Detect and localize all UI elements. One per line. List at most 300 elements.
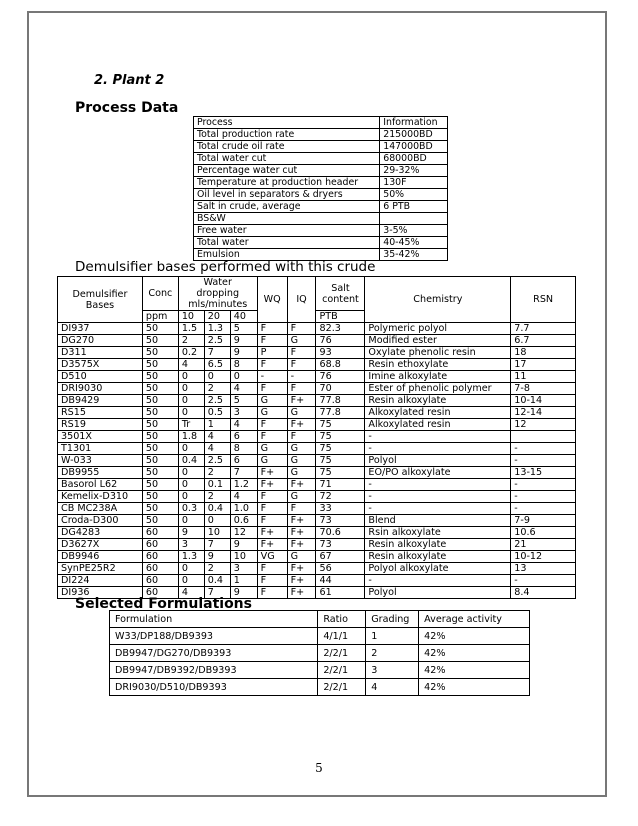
- wd-40: 0: [230, 371, 257, 383]
- iq: F+: [287, 395, 316, 407]
- rsn: -: [511, 443, 576, 455]
- wd-40: 7: [230, 467, 257, 479]
- table-row: [110, 628, 530, 645]
- table-row: [58, 515, 576, 527]
- base-name: 3501X: [58, 431, 143, 443]
- process-value: 68000BD: [380, 153, 448, 165]
- head-water-dropping: Water dropping mls/minutes: [178, 277, 257, 311]
- wq: -: [257, 371, 287, 383]
- table-header-row: [194, 117, 448, 129]
- chemistry: Blend: [365, 515, 511, 527]
- table-row: [110, 645, 530, 662]
- salt-ptb: 71: [316, 479, 365, 491]
- table-row: [194, 237, 448, 249]
- salt-ptb: 75: [316, 419, 365, 431]
- wq: F: [257, 431, 287, 443]
- wq: F+: [257, 479, 287, 491]
- wd-20: 0.4: [204, 503, 230, 515]
- chemistry: Alkoxylated resin: [365, 407, 511, 419]
- process-name: Salt in crude, average: [194, 201, 380, 213]
- process-value: 147000BD: [380, 141, 448, 153]
- base-name: D311: [58, 347, 143, 359]
- salt-ptb: 68.8: [316, 359, 365, 371]
- wd-40: 9: [230, 347, 257, 359]
- wd-40: 3: [230, 407, 257, 419]
- iq: F+: [287, 575, 316, 587]
- header-information: Information: [380, 117, 448, 129]
- rsn: 8.4: [511, 587, 576, 599]
- wd-10: 0.2: [178, 347, 204, 359]
- conc-ppm: 60: [142, 539, 178, 551]
- table-row: [58, 431, 576, 443]
- base-name: DG4283: [58, 527, 143, 539]
- process-value: 40-45%: [380, 237, 448, 249]
- process-value: 215000BD: [380, 129, 448, 141]
- conc-ppm: 50: [142, 335, 178, 347]
- base-name: DB9955: [58, 467, 143, 479]
- iq: F+: [287, 515, 316, 527]
- column-header: Formulation: [110, 611, 318, 628]
- ratio: 2/2/1: [318, 645, 366, 662]
- wd-20: 0.4: [204, 575, 230, 587]
- wq: F: [257, 491, 287, 503]
- rsn: 10.6: [511, 527, 576, 539]
- iq: F: [287, 347, 316, 359]
- rsn: 17: [511, 359, 576, 371]
- conc-ppm: 50: [142, 395, 178, 407]
- salt-ptb: 75: [316, 455, 365, 467]
- process-data-heading: Process Data: [75, 100, 179, 116]
- wd-10: 3: [178, 539, 204, 551]
- column-header: Average activity: [419, 611, 530, 628]
- head-bases: Demulsifier Bases: [58, 277, 143, 323]
- table-row: [58, 479, 576, 491]
- process-value: 3-5%: [380, 225, 448, 237]
- wd-20: 4: [204, 443, 230, 455]
- process-name: Free water: [194, 225, 380, 237]
- rsn: -: [511, 503, 576, 515]
- wd-20: 2.5: [204, 395, 230, 407]
- wq: F: [257, 503, 287, 515]
- wd-10: 0: [178, 443, 204, 455]
- formulations-table: [109, 610, 530, 696]
- wd-10: 0: [178, 479, 204, 491]
- chemistry: Alkoxylated resin: [365, 419, 511, 431]
- head-ptb: PTB: [316, 311, 365, 323]
- wq: F: [257, 383, 287, 395]
- table-row: [194, 213, 448, 225]
- wd-20: 0: [204, 515, 230, 527]
- conc-ppm: 50: [142, 455, 178, 467]
- wd-10: 1.3: [178, 551, 204, 563]
- conc-ppm: 50: [142, 407, 178, 419]
- average-activity: 42%: [419, 628, 530, 645]
- wq: G: [257, 407, 287, 419]
- table-row: [194, 165, 448, 177]
- table-row: [194, 153, 448, 165]
- wd-40: 9: [230, 539, 257, 551]
- rsn: -: [511, 479, 576, 491]
- head-salt: Salt content: [316, 277, 365, 311]
- conc-ppm: 50: [142, 503, 178, 515]
- process-value: 130F: [380, 177, 448, 189]
- head-wq: WQ: [257, 277, 287, 323]
- chemistry: -: [365, 575, 511, 587]
- conc-ppm: 50: [142, 419, 178, 431]
- table-row: [194, 141, 448, 153]
- wd-40: 5: [230, 323, 257, 335]
- rsn: 12: [511, 419, 576, 431]
- wq: G: [257, 443, 287, 455]
- process-name: Emulsion: [194, 249, 380, 261]
- base-name: DI937: [58, 323, 143, 335]
- base-name: W-033: [58, 455, 143, 467]
- salt-ptb: 72: [316, 491, 365, 503]
- wd-20: 2: [204, 467, 230, 479]
- base-name: DI936: [58, 587, 143, 599]
- chemistry: Resin alkoxylate: [365, 395, 511, 407]
- wd-10: 4: [178, 359, 204, 371]
- wq: F+: [257, 467, 287, 479]
- base-name: T1301: [58, 443, 143, 455]
- chemistry: Imine alkoxylate: [365, 371, 511, 383]
- rsn: -: [511, 455, 576, 467]
- wq: F: [257, 359, 287, 371]
- process-name: Temperature at production header: [194, 177, 380, 189]
- table-row: [58, 383, 576, 395]
- head-rsn: RSN: [511, 277, 576, 323]
- chemistry: -: [365, 443, 511, 455]
- wd-10: 0: [178, 371, 204, 383]
- iq: G: [287, 335, 316, 347]
- head-wd10: 10: [178, 311, 204, 323]
- salt-ptb: 75: [316, 443, 365, 455]
- process-value: [380, 213, 448, 225]
- salt-ptb: 76: [316, 371, 365, 383]
- wd-40: 8: [230, 443, 257, 455]
- table-row: [58, 359, 576, 371]
- salt-ptb: 33: [316, 503, 365, 515]
- wq: F: [257, 335, 287, 347]
- salt-ptb: 75: [316, 467, 365, 479]
- wd-10: 0.3: [178, 503, 204, 515]
- iq: F+: [287, 563, 316, 575]
- base-name: CB MC238A: [58, 503, 143, 515]
- table-row: [58, 551, 576, 563]
- wd-20: 2: [204, 491, 230, 503]
- wd-40: 8: [230, 359, 257, 371]
- chemistry: Resin alkoxylate: [365, 551, 511, 563]
- wd-40: 4: [230, 491, 257, 503]
- wd-20: 2: [204, 563, 230, 575]
- conc-ppm: 60: [142, 563, 178, 575]
- wd-40: 1.2: [230, 479, 257, 491]
- formulations-heading: Selected Formulations: [75, 596, 252, 612]
- wd-40: 3: [230, 563, 257, 575]
- chemistry: -: [365, 479, 511, 491]
- wd-20: 1: [204, 419, 230, 431]
- table-row: [58, 491, 576, 503]
- chemistry: Polyol: [365, 587, 511, 599]
- table-row: [110, 679, 530, 696]
- base-name: DB9946: [58, 551, 143, 563]
- iq: G: [287, 467, 316, 479]
- table-header-row: [110, 611, 530, 628]
- wd-10: 0: [178, 515, 204, 527]
- wd-10: Tr: [178, 419, 204, 431]
- table-row: [58, 455, 576, 467]
- rsn: 10-14: [511, 395, 576, 407]
- process-value: 6 PTB: [380, 201, 448, 213]
- wq: F: [257, 575, 287, 587]
- page-number: 5: [315, 761, 323, 775]
- wd-10: 2: [178, 335, 204, 347]
- table-row: [194, 189, 448, 201]
- average-activity: 42%: [419, 645, 530, 662]
- process-name: Total water cut: [194, 153, 380, 165]
- table-row: [58, 467, 576, 479]
- wd-20: 2: [204, 383, 230, 395]
- wq: F+: [257, 539, 287, 551]
- process-name: Oil level in separators & dryers: [194, 189, 380, 201]
- table-row: [110, 662, 530, 679]
- base-name: DRI9030: [58, 383, 143, 395]
- rsn: -: [511, 491, 576, 503]
- wd-10: 0: [178, 395, 204, 407]
- salt-ptb: 93: [316, 347, 365, 359]
- iq: F: [287, 383, 316, 395]
- salt-ptb: 44: [316, 575, 365, 587]
- wd-40: 9: [230, 587, 257, 599]
- chemistry: -: [365, 491, 511, 503]
- table-row: [58, 575, 576, 587]
- base-name: SynPE25R2: [58, 563, 143, 575]
- chemistry: Polyol alkoxylate: [365, 563, 511, 575]
- wd-20: 0.5: [204, 407, 230, 419]
- chemistry: Oxylate phenolic resin: [365, 347, 511, 359]
- wd-40: 1.0: [230, 503, 257, 515]
- wd-10: 0: [178, 407, 204, 419]
- wd-10: 0: [178, 383, 204, 395]
- base-name: D3627X: [58, 539, 143, 551]
- conc-ppm: 60: [142, 551, 178, 563]
- process-value: 29-32%: [380, 165, 448, 177]
- formulation: DB9947/DB9392/DB9393: [110, 662, 318, 679]
- rsn: 7.7: [511, 323, 576, 335]
- wd-10: 1.8: [178, 431, 204, 443]
- rsn: 21: [511, 539, 576, 551]
- head-chemistry: Chemistry: [365, 277, 511, 323]
- iq: F+: [287, 419, 316, 431]
- iq: G: [287, 443, 316, 455]
- chemistry: Resin ethoxylate: [365, 359, 511, 371]
- wd-20: 2.5: [204, 455, 230, 467]
- base-name: D510: [58, 371, 143, 383]
- wd-20: 10: [204, 527, 230, 539]
- wd-10: 4: [178, 587, 204, 599]
- wd-20: 7: [204, 347, 230, 359]
- table-row: [58, 503, 576, 515]
- wq: F: [257, 515, 287, 527]
- process-value: 50%: [380, 189, 448, 201]
- column-header: Grading: [366, 611, 419, 628]
- wd-20: 7: [204, 587, 230, 599]
- table-row: [194, 177, 448, 189]
- rsn: 6.7: [511, 335, 576, 347]
- salt-ptb: 77.8: [316, 395, 365, 407]
- head-wd40: 40: [230, 311, 257, 323]
- formulation: W33/DP188/DB9393: [110, 628, 318, 645]
- rsn: 7-9: [511, 515, 576, 527]
- rsn: 13: [511, 563, 576, 575]
- table-row: [194, 201, 448, 213]
- base-name: RS19: [58, 419, 143, 431]
- wq: F+: [257, 527, 287, 539]
- base-name: Basorol L62: [58, 479, 143, 491]
- iq: F+: [287, 527, 316, 539]
- chemistry: Modified ester: [365, 335, 511, 347]
- conc-ppm: 50: [142, 359, 178, 371]
- rsn: 18: [511, 347, 576, 359]
- rsn: 10-12: [511, 551, 576, 563]
- ratio: 2/2/1: [318, 679, 366, 696]
- formulation: DB9947/DG270/DB9393: [110, 645, 318, 662]
- iq: F: [287, 503, 316, 515]
- wd-10: 0: [178, 575, 204, 587]
- conc-ppm: 50: [142, 479, 178, 491]
- wd-10: 0: [178, 467, 204, 479]
- wd-40: 0.6: [230, 515, 257, 527]
- rsn: 12-14: [511, 407, 576, 419]
- header-process: Process: [194, 117, 380, 129]
- salt-ptb: 70: [316, 383, 365, 395]
- iq: F+: [287, 539, 316, 551]
- table-row: [194, 225, 448, 237]
- rsn: 13-15: [511, 467, 576, 479]
- conc-ppm: 50: [142, 491, 178, 503]
- wd-20: 4: [204, 431, 230, 443]
- wd-40: 10: [230, 551, 257, 563]
- salt-ptb: 56: [316, 563, 365, 575]
- table-row: [58, 347, 576, 359]
- iq: -: [287, 371, 316, 383]
- chemistry: -: [365, 503, 511, 515]
- grading: 3: [366, 662, 419, 679]
- iq: F: [287, 359, 316, 371]
- table-row: [194, 129, 448, 141]
- head-wd20: 20: [204, 311, 230, 323]
- chemistry: Rsin alkoxylate: [365, 527, 511, 539]
- base-name: DI224: [58, 575, 143, 587]
- wd-40: 6: [230, 431, 257, 443]
- conc-ppm: 50: [142, 323, 178, 335]
- conc-ppm: 50: [142, 515, 178, 527]
- base-name: DG270: [58, 335, 143, 347]
- salt-ptb: 73: [316, 515, 365, 527]
- conc-ppm: 50: [142, 383, 178, 395]
- process-name: Total water: [194, 237, 380, 249]
- table-row: [58, 335, 576, 347]
- demulsifier-table: [57, 276, 576, 599]
- conc-ppm: 50: [142, 467, 178, 479]
- table-row: [58, 539, 576, 551]
- grading: 4: [366, 679, 419, 696]
- wd-40: 5: [230, 395, 257, 407]
- conc-ppm: 50: [142, 347, 178, 359]
- conc-ppm: 60: [142, 527, 178, 539]
- wd-20: 6.5: [204, 359, 230, 371]
- chemistry: Ester of phenolic polymer: [365, 383, 511, 395]
- wd-40: 12: [230, 527, 257, 539]
- rsn: 7-8: [511, 383, 576, 395]
- process-value: 35-42%: [380, 249, 448, 261]
- iq: F: [287, 431, 316, 443]
- wq: F: [257, 563, 287, 575]
- demulsifier-title: Demulsifier bases performed with this crude: [75, 259, 376, 275]
- wq: G: [257, 395, 287, 407]
- rsn: 11: [511, 371, 576, 383]
- base-name: D3575X: [58, 359, 143, 371]
- wd-40: 4: [230, 383, 257, 395]
- head-conc: Conc: [142, 277, 178, 311]
- table-row: [58, 443, 576, 455]
- salt-ptb: 70.6: [316, 527, 365, 539]
- chemistry: Polymeric polyol: [365, 323, 511, 335]
- iq: F: [287, 323, 316, 335]
- process-name: Total crude oil rate: [194, 141, 380, 153]
- wd-20: 0: [204, 371, 230, 383]
- base-name: Croda-D300: [58, 515, 143, 527]
- wd-40: 6: [230, 455, 257, 467]
- conc-ppm: 50: [142, 431, 178, 443]
- table-row: [58, 395, 576, 407]
- wd-10: 9: [178, 527, 204, 539]
- base-name: RS15: [58, 407, 143, 419]
- head-iq: IQ: [287, 277, 316, 323]
- wd-40: 4: [230, 419, 257, 431]
- head-ppm: ppm: [142, 311, 178, 323]
- wd-10: 0: [178, 491, 204, 503]
- wd-40: 1: [230, 575, 257, 587]
- conc-ppm: 50: [142, 443, 178, 455]
- iq: G: [287, 491, 316, 503]
- process-name: Total production rate: [194, 129, 380, 141]
- wq: F: [257, 419, 287, 431]
- table-row: [58, 527, 576, 539]
- wd-20: 1.3: [204, 323, 230, 335]
- table-row: [58, 419, 576, 431]
- salt-ptb: 77.8: [316, 407, 365, 419]
- conc-ppm: 60: [142, 587, 178, 599]
- conc-ppm: 50: [142, 371, 178, 383]
- wd-10: 0.4: [178, 455, 204, 467]
- wd-20: 9: [204, 551, 230, 563]
- salt-ptb: 76: [316, 335, 365, 347]
- average-activity: 42%: [419, 662, 530, 679]
- wd-10: 0: [178, 563, 204, 575]
- iq: G: [287, 407, 316, 419]
- table-row: [58, 371, 576, 383]
- iq: F+: [287, 587, 316, 599]
- column-header: Ratio: [318, 611, 366, 628]
- salt-ptb: 82.3: [316, 323, 365, 335]
- iq: G: [287, 551, 316, 563]
- formulation: DRI9030/D510/DB9393: [110, 679, 318, 696]
- base-name: DB9429: [58, 395, 143, 407]
- plant-heading: 2. Plant 2: [94, 73, 165, 88]
- salt-ptb: 67: [316, 551, 365, 563]
- rsn: [511, 431, 576, 443]
